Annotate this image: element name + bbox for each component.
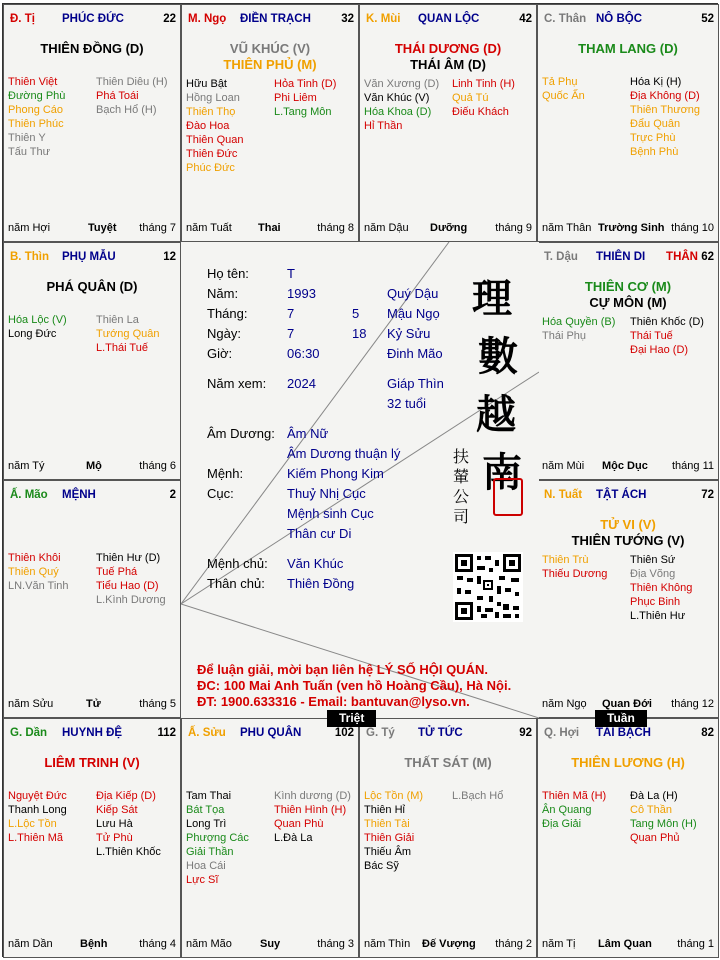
value-year-can: Quý Dậu [387, 286, 439, 301]
month-label: tháng 12 [671, 698, 714, 710]
than-marker: THÂN [666, 251, 698, 263]
minor-star: L.Đà La [274, 832, 313, 844]
month-label: tháng 3 [317, 938, 354, 950]
palace-age: 42 [519, 13, 532, 25]
value-hour: 06:30 [287, 346, 320, 361]
minor-star: L.Thiên Hư [630, 610, 686, 622]
minor-stars-right [630, 553, 692, 623]
minor-star: Thiếu Âm [364, 846, 412, 858]
minor-stars-left [542, 553, 607, 581]
palace-footer [364, 938, 532, 951]
minor-star: Quan Phủ [630, 832, 680, 844]
minor-stars-right [274, 77, 336, 119]
main-star: THẤT SÁT (M) [404, 755, 492, 770]
minor-star: Thiên Không [630, 582, 693, 594]
minor-star: Tiểu Hao (D) [96, 580, 159, 592]
minor-star: Linh Tinh (H) [452, 78, 515, 90]
palace-cell-mao[interactable] [3, 480, 181, 718]
month-label: tháng 10 [671, 222, 714, 234]
minor-stars-left [364, 789, 423, 873]
minor-star: Văn Xương (D) [364, 78, 440, 90]
minor-star: Tam Thai [186, 790, 232, 802]
value-view-year: 2024 [287, 376, 316, 391]
minor-star: Văn Khúc (V) [364, 92, 430, 104]
year-label: năm Tuất [186, 222, 232, 234]
life-stage: Tử [86, 698, 101, 710]
palace-footer [364, 222, 532, 235]
value-hour-can: Đinh Mão [387, 346, 443, 361]
palace-footer [542, 938, 714, 951]
minor-stars-left [542, 75, 585, 103]
branch-label: Đ. Tị [10, 13, 35, 25]
main-stars [182, 41, 358, 73]
year-label: năm Ngọ [542, 698, 587, 710]
palace-cell-dau[interactable] [537, 242, 719, 480]
minor-star: Long Trì [186, 818, 227, 830]
palace-age: 22 [163, 13, 176, 25]
minor-stars-right [96, 789, 161, 859]
year-label: năm Sửu [8, 698, 54, 710]
minor-star: Thái Tuế [630, 330, 673, 342]
minor-star: Bạch Hổ (H) [96, 104, 157, 116]
minor-star: Hỏa Tinh (D) [274, 78, 337, 90]
minor-stars-left [8, 551, 69, 593]
minor-star: Địa Võng [630, 568, 676, 580]
minor-star: Tang Môn (H) [630, 818, 697, 830]
palace-header [542, 13, 714, 27]
palace-cell-ngo[interactable] [181, 4, 359, 242]
label-hour: Giờ: [207, 346, 233, 361]
minor-stars-left [8, 75, 65, 159]
palace-footer [542, 460, 714, 473]
minor-star: Hỉ Thần [364, 120, 403, 132]
minor-star: Cô Thần [630, 804, 672, 816]
life-stage: Mộ [86, 460, 102, 472]
palace-header [8, 251, 176, 265]
minor-stars-right [630, 789, 697, 845]
life-stage: Đế Vượng [422, 938, 476, 950]
minor-star: Hóa Kị (H) [630, 76, 682, 88]
palace-name: PHU QUÂN [240, 727, 302, 739]
life-stage: Thai [258, 222, 281, 234]
palace-name: MỆNH [62, 489, 96, 501]
main-star: THAM LANG (D) [578, 41, 678, 56]
palace-cell-hoi[interactable] [537, 718, 719, 958]
palace-footer [8, 938, 176, 951]
seal-char-2: 輦 [452, 467, 469, 486]
label-amduong: Âm Dương: [207, 426, 275, 441]
minor-star: Kiếp Sát [96, 804, 138, 816]
palace-cell-thin[interactable] [3, 242, 181, 480]
tag-tuan: Tuần [595, 710, 647, 727]
callig-char-3: 越 [476, 391, 516, 438]
value-day: 7 [287, 326, 295, 341]
main-star: THÁI ÂM (D) [410, 57, 486, 72]
minor-star: L.Tang Môn [274, 106, 332, 118]
minor-star: Đường Phù [8, 90, 66, 102]
minor-star: Thiên Diêu (H) [96, 76, 168, 88]
main-star: CỰ MÔN (M) [589, 295, 667, 310]
branch-label: G. Tý [366, 727, 395, 739]
palace-cell-suu[interactable] [181, 718, 359, 958]
branch-label: C. Thân [544, 13, 587, 25]
minor-star: Kình dương (D) [274, 790, 351, 802]
minor-star: Thiên Khôi [8, 552, 61, 564]
value-year: 1993 [287, 286, 316, 301]
main-stars [360, 41, 536, 73]
palace-name: PHỤ MẪU [62, 251, 116, 263]
branch-label: B. Thìn [10, 251, 49, 263]
palace-name: TÀI BẠCH [596, 727, 651, 739]
minor-stars-left [542, 315, 615, 343]
minor-star: Thiếu Dương [542, 568, 608, 580]
label-month: Tháng: [207, 306, 248, 321]
minor-star: Tướng Quân [96, 328, 160, 340]
branch-label: N. Tuất [544, 489, 583, 501]
branch-label: G. Dần [10, 727, 48, 739]
minor-star: Quan Phù [274, 818, 324, 830]
value-day-lunar: 18 [352, 326, 367, 341]
minor-star: Phúc Đức [186, 162, 235, 174]
qr-code[interactable] [453, 552, 523, 622]
palace-cell-than[interactable] [537, 4, 719, 242]
life-stage: Mộc Dục [602, 460, 648, 472]
minor-star: Thiên Phúc [8, 118, 64, 130]
footer-line-2: ĐC: 100 Mai Anh Tuấn (ven hồ Hoàng Cầu), Hà Nội. [197, 678, 512, 693]
minor-stars-right [96, 551, 166, 607]
month-label: tháng 9 [495, 222, 532, 234]
main-stars [538, 279, 718, 311]
minor-star: Thiên Trù [542, 554, 589, 566]
year-label: năm Dần [8, 938, 53, 950]
minor-star: Phong Cáo [8, 104, 64, 116]
life-stage: Bệnh [80, 938, 108, 950]
minor-star: Phượng Các [186, 832, 249, 844]
value-month: 7 [287, 306, 295, 321]
minor-star: Địa Không (D) [630, 90, 700, 102]
seal-char-1: 扶 [452, 447, 469, 466]
value-month-can: Mậu Ngọ [387, 306, 440, 321]
value-menh: Kiếm Phong Kim [287, 466, 384, 481]
minor-star: Tuế Phá [96, 566, 138, 578]
minor-star: Thiên Quý [8, 566, 59, 578]
month-label: tháng 6 [139, 460, 176, 472]
minor-star: Thiên Khốc (D) [630, 316, 704, 328]
minor-star: Đẩu Quân [630, 118, 681, 130]
palace-header [542, 251, 714, 265]
palace-name: TẬT ÁCH [596, 489, 647, 501]
footer-line-3: ĐT: 1900.633316 - Email: bantuvan@lyso.vn. [197, 694, 470, 709]
minor-stars-right [274, 789, 351, 845]
palace-name: THIÊN DI [596, 251, 646, 263]
branch-label: K. Mùi [366, 13, 401, 25]
palace-age: 2 [169, 489, 176, 501]
palace-age: 52 [701, 13, 714, 25]
palace-name: QUAN LỘC [418, 13, 480, 25]
minor-stars-left [542, 789, 606, 831]
minor-star: Địa Giải [542, 818, 582, 830]
palace-age: 102 [334, 727, 354, 739]
value-name: T [287, 266, 295, 281]
main-stars [538, 755, 718, 771]
minor-star: Thiên Hình (H) [274, 804, 347, 816]
year-label: năm Dậu [364, 222, 409, 234]
minor-stars-left [8, 313, 67, 341]
main-star: THÁI DƯƠNG (D) [394, 41, 502, 56]
life-stage: Lâm Quan [598, 938, 652, 950]
minor-star: L.Bạch Hổ [452, 790, 504, 802]
minor-star: Thái Phụ [542, 330, 587, 342]
palace-header [364, 13, 532, 27]
palace-age: 12 [163, 251, 176, 263]
red-seal-stamp [493, 478, 523, 516]
branch-label: T. Dậu [544, 251, 578, 263]
branch-label: M. Ngọ [188, 13, 227, 25]
main-stars [4, 279, 180, 295]
palace-header [8, 13, 176, 27]
palace-header [186, 13, 354, 27]
life-stage: Quan Đới [602, 698, 652, 710]
month-label: tháng 7 [139, 222, 176, 234]
branch-label: Ấ. Sửu [188, 727, 226, 739]
year-label: năm Mùi [542, 460, 585, 472]
minor-star: Tả Phụ [542, 76, 578, 88]
palace-name: ĐIỀN TRẠCH [240, 13, 311, 25]
main-star: VŨ KHÚC (V) [229, 41, 311, 56]
callig-char-2: 數 [478, 333, 518, 380]
tag-triet: Triệt [327, 710, 376, 727]
minor-star: Đào Hoa [186, 120, 230, 132]
minor-star: Thiên Tài [364, 818, 410, 830]
value-than-chu: Thiên Đồng [287, 576, 355, 591]
minor-star: Phục Binh [630, 596, 681, 608]
label-name: Họ tên: [207, 266, 249, 281]
minor-star: Phi Liêm [274, 92, 317, 104]
minor-star: Hồng Loan [186, 92, 240, 104]
month-label: tháng 1 [677, 938, 714, 950]
minor-star: Thiên Sứ [630, 554, 676, 566]
minor-star: Lực Sĩ [186, 874, 219, 886]
seal-char-3: 公 [452, 487, 469, 506]
label-view-year: Năm xem: [207, 376, 267, 391]
month-label: tháng 4 [139, 938, 176, 950]
label-than-chu: Thân chủ: [207, 576, 265, 591]
month-label: tháng 2 [495, 938, 532, 950]
minor-stars-right [96, 75, 168, 117]
minor-star: Nguyệt Đức [8, 790, 67, 802]
palace-age: 112 [157, 727, 176, 739]
minor-star: Hoa Cái [186, 860, 226, 872]
palace-header [542, 727, 714, 741]
minor-stars-right [96, 313, 160, 355]
minor-star: Ân Quang [542, 804, 592, 816]
minor-star: Bệnh Phù [630, 146, 679, 158]
center-info-panel [181, 242, 539, 718]
minor-star: L.Thái Tuế [96, 342, 148, 354]
life-stage: Dưỡng [430, 222, 468, 234]
minor-stars-right [452, 789, 503, 803]
minor-star: Giải Thần [186, 846, 234, 858]
palace-age: 62 [701, 251, 714, 263]
month-label: tháng 5 [139, 698, 176, 710]
minor-star: Tử Phù [96, 832, 133, 844]
value-cuc-2: Mệnh sinh Cục [287, 506, 374, 521]
minor-star: Đà La (H) [630, 790, 678, 802]
minor-star: Bát Tọa [186, 804, 225, 816]
minor-star: Quả Tú [452, 92, 489, 104]
branch-label: Ấ. Mão [10, 489, 48, 501]
year-label: năm Mão [186, 938, 232, 950]
minor-star: L.Kình Dương [96, 594, 166, 606]
label-menh-chu: Mệnh chủ: [207, 556, 268, 571]
main-star: PHÁ QUÂN (D) [46, 279, 138, 294]
main-stars [4, 41, 180, 57]
palace-header [8, 727, 176, 741]
main-star: THIÊN PHỦ (M) [223, 57, 317, 72]
year-label: năm Thân [542, 222, 592, 234]
main-stars [538, 41, 718, 57]
minor-star: Quốc Ấn [542, 90, 585, 102]
minor-star: Lưu Hà [96, 818, 133, 830]
minor-star: Hóa Quyền (B) [542, 316, 616, 328]
palace-name: TỬ TỨC [418, 727, 463, 739]
minor-stars-right [630, 75, 700, 159]
minor-star: Lộc Tồn (M) [364, 790, 424, 802]
palace-footer [8, 222, 176, 235]
minor-star: Tấu Thư [8, 146, 51, 158]
month-label: tháng 8 [317, 222, 354, 234]
minor-star: Long Đức [8, 328, 57, 340]
minor-star: Trực Phù [630, 132, 676, 144]
minor-star: Thiên Hư (D) [96, 552, 161, 564]
palace-cell-ti[interactable] [3, 4, 181, 242]
palace-age: 82 [701, 727, 714, 739]
palace-header [8, 489, 176, 503]
main-stars [538, 517, 718, 549]
minor-star: L.Lộc Tồn [8, 818, 57, 830]
minor-stars-right [452, 77, 515, 119]
year-label: năm Hợi [8, 222, 51, 234]
minor-star: Thiên Giải [364, 832, 415, 844]
main-star: THIÊN TƯỚNG (V) [571, 533, 685, 548]
palace-footer [8, 698, 176, 711]
minor-star: Đại Hao (D) [630, 344, 689, 356]
year-label: năm Thìn [364, 938, 411, 950]
minor-star: Thiên Quan [186, 134, 244, 146]
value-cuc: Thuỷ Nhị Cục [287, 486, 366, 501]
main-stars [4, 755, 180, 771]
palace-footer [186, 222, 354, 235]
value-month-lunar: 5 [352, 306, 360, 321]
palace-header [364, 727, 532, 741]
callig-char-4: 南 [482, 449, 522, 496]
label-menh: Mệnh: [207, 466, 244, 481]
minor-star: Thanh Long [8, 804, 67, 816]
palace-age: 92 [519, 727, 532, 739]
life-stage: Tuyệt [88, 222, 117, 234]
minor-stars-left [186, 789, 249, 887]
minor-star: Thiên Đức [186, 148, 238, 160]
palace-cell-mui[interactable] [359, 4, 537, 242]
main-star: TỬ VI (V) [600, 517, 656, 532]
palace-name: HUYNH ĐỆ [62, 727, 123, 739]
label-year: Năm: [207, 286, 239, 301]
minor-star: Phá Toái [96, 90, 139, 102]
minor-star: L.Thiên Khốc [96, 846, 161, 858]
label-cuc: Cục: [207, 486, 234, 501]
value-day-can: Kỷ Sửu [387, 326, 431, 341]
palace-footer [8, 460, 176, 473]
main-star: THIÊN LƯƠNG (H) [571, 755, 685, 770]
minor-star: Hóa Khoa (D) [364, 106, 432, 118]
minor-star: Thiên La [96, 314, 139, 326]
palace-age: 72 [701, 489, 714, 501]
main-star: THIÊN CƠ (M) [584, 279, 672, 294]
label-day: Ngày: [207, 326, 241, 341]
palace-header [186, 727, 354, 741]
palace-name: NÔ BỘC [596, 13, 642, 25]
minor-star: Thiên Hỉ [364, 804, 405, 816]
palace-footer [186, 938, 354, 951]
palace-cell-ty[interactable] [359, 718, 537, 958]
main-stars [360, 755, 536, 771]
value-cuc-3: Thân cư Di [287, 526, 352, 541]
minor-stars-left [364, 77, 439, 133]
footer-line-1: Để luận giải, mời bạn liên hệ LÝ SỐ HỘI QUÁN. [197, 662, 488, 677]
minor-star: Hữu Bật [186, 78, 227, 90]
palace-cell-dan[interactable] [3, 718, 181, 958]
minor-star: Thiên Thọ [186, 106, 236, 118]
tuvi-chart [2, 3, 718, 957]
palace-footer [542, 222, 714, 235]
value-menh-chu: Văn Khúc [287, 556, 344, 571]
minor-star: L.Thiên Mã [8, 832, 64, 844]
value-view-can: Giáp Thìn [387, 376, 444, 391]
minor-star: Thiên Thương [630, 104, 701, 116]
life-stage: Trường Sinh [598, 222, 665, 234]
seal-char-4: 司 [452, 507, 469, 526]
main-star: LIÊM TRINH (V) [44, 755, 140, 770]
minor-star: Bác Sỹ [364, 860, 399, 872]
month-label: tháng 11 [671, 460, 714, 472]
value-age: 32 tuổi [387, 396, 427, 411]
palace-header [542, 489, 714, 503]
minor-star: Hóa Lộc (V) [8, 314, 67, 326]
minor-star: Địa Kiếp (D) [96, 790, 156, 802]
minor-star: LN.Văn Tinh [8, 580, 69, 592]
main-star: THIÊN ĐỒNG (D) [40, 41, 144, 56]
year-label: năm Tý [8, 460, 45, 472]
branch-label: Q. Hợi [544, 727, 580, 739]
palace-name: PHÚC ĐỨC [62, 13, 124, 25]
callig-char-1: 理 [472, 275, 512, 322]
minor-star: Thiên Y [8, 132, 46, 144]
life-stage: Suy [260, 938, 281, 950]
value-amduong-2: Âm Dương thuận lý [287, 446, 401, 461]
minor-stars-right [630, 315, 704, 357]
palace-age: 32 [341, 13, 354, 25]
year-label: năm Tị [542, 938, 576, 950]
minor-star: Thiên Mã (H) [542, 790, 607, 802]
palace-cell-tuat[interactable] [537, 480, 719, 718]
minor-stars-left [186, 77, 243, 175]
minor-star: Thiên Việt [8, 76, 58, 88]
minor-star: Điếu Khách [452, 106, 509, 118]
minor-stars-left [8, 789, 67, 845]
value-amduong: Âm Nữ [287, 426, 329, 441]
